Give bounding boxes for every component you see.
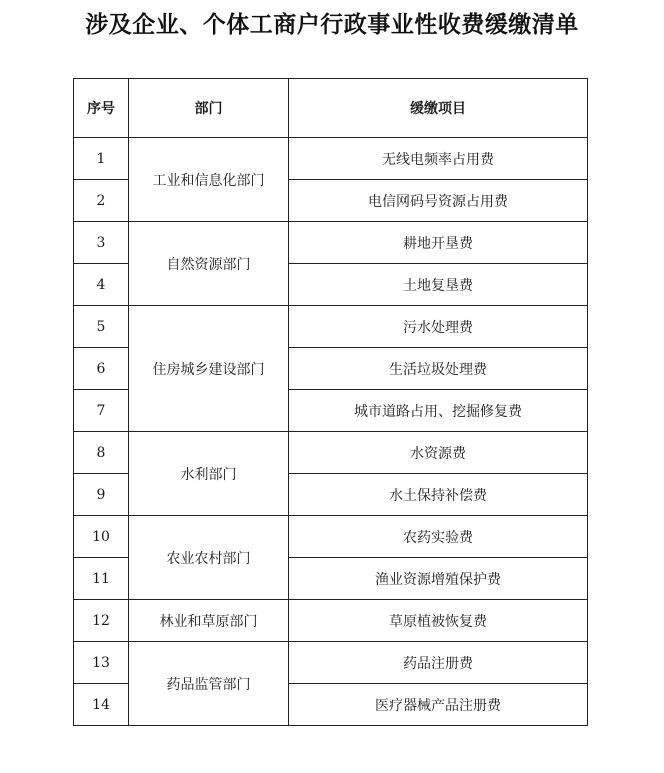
department-cell: 药品监管部门 xyxy=(129,642,289,726)
deferred-item-cell: 水资源费 xyxy=(289,432,588,474)
deferred-item-cell: 农药实验费 xyxy=(289,516,588,558)
deferred-item-cell: 土地复垦费 xyxy=(289,264,588,306)
department-cell: 林业和草原部门 xyxy=(129,600,289,642)
serial-number-cell: 4 xyxy=(74,264,129,306)
department-cell: 自然资源部门 xyxy=(129,222,289,306)
deferred-item-cell: 医疗器械产品注册费 xyxy=(289,684,588,726)
serial-number-cell: 12 xyxy=(74,600,129,642)
deferred-item-cell: 药品注册费 xyxy=(289,642,588,684)
deferred-item-cell: 生活垃圾处理费 xyxy=(289,348,588,390)
table-header-row xyxy=(74,79,588,138)
serial-number-cell: 5 xyxy=(74,306,129,348)
serial-number-cell: 6 xyxy=(74,348,129,390)
table-row xyxy=(74,516,588,558)
serial-number-cell: 13 xyxy=(74,642,129,684)
deferred-item-cell: 渔业资源增殖保护费 xyxy=(289,558,588,600)
serial-number-cell: 8 xyxy=(74,432,129,474)
table-row xyxy=(74,306,588,348)
serial-number-cell: 3 xyxy=(74,222,129,264)
serial-number-cell: 9 xyxy=(74,474,129,516)
table-row xyxy=(74,138,588,180)
header-department: 部门 xyxy=(129,79,289,138)
department-cell: 水利部门 xyxy=(129,432,289,516)
document-title: 涉及企业、个体工商户行政事业性收费缓缴清单 xyxy=(85,12,579,38)
department-cell: 住房城乡建设部门 xyxy=(129,306,289,432)
table-row xyxy=(74,222,588,264)
table-row xyxy=(74,432,588,474)
header-serial-number: 序号 xyxy=(74,79,129,138)
fee-deferral-table xyxy=(73,78,588,726)
serial-number-cell: 14 xyxy=(74,684,129,726)
serial-number-cell: 11 xyxy=(74,558,129,600)
serial-number-cell: 7 xyxy=(74,390,129,432)
deferred-item-cell: 耕地开垦费 xyxy=(289,222,588,264)
department-cell: 工业和信息化部门 xyxy=(129,138,289,222)
deferred-item-cell: 污水处理费 xyxy=(289,306,588,348)
table-row xyxy=(74,642,588,684)
serial-number-cell: 10 xyxy=(74,516,129,558)
serial-number-cell: 1 xyxy=(74,138,129,180)
header-deferred-item: 缓缴项目 xyxy=(289,79,588,138)
deferred-item-cell: 城市道路占用、挖掘修复费 xyxy=(289,390,588,432)
deferred-item-cell: 水土保持补偿费 xyxy=(289,474,588,516)
deferred-item-cell: 电信网码号资源占用费 xyxy=(289,180,588,222)
table-row xyxy=(74,600,588,642)
department-cell: 农业农村部门 xyxy=(129,516,289,600)
deferred-item-cell: 无线电频率占用费 xyxy=(289,138,588,180)
deferred-item-cell: 草原植被恢复费 xyxy=(289,600,588,642)
serial-number-cell: 2 xyxy=(74,180,129,222)
